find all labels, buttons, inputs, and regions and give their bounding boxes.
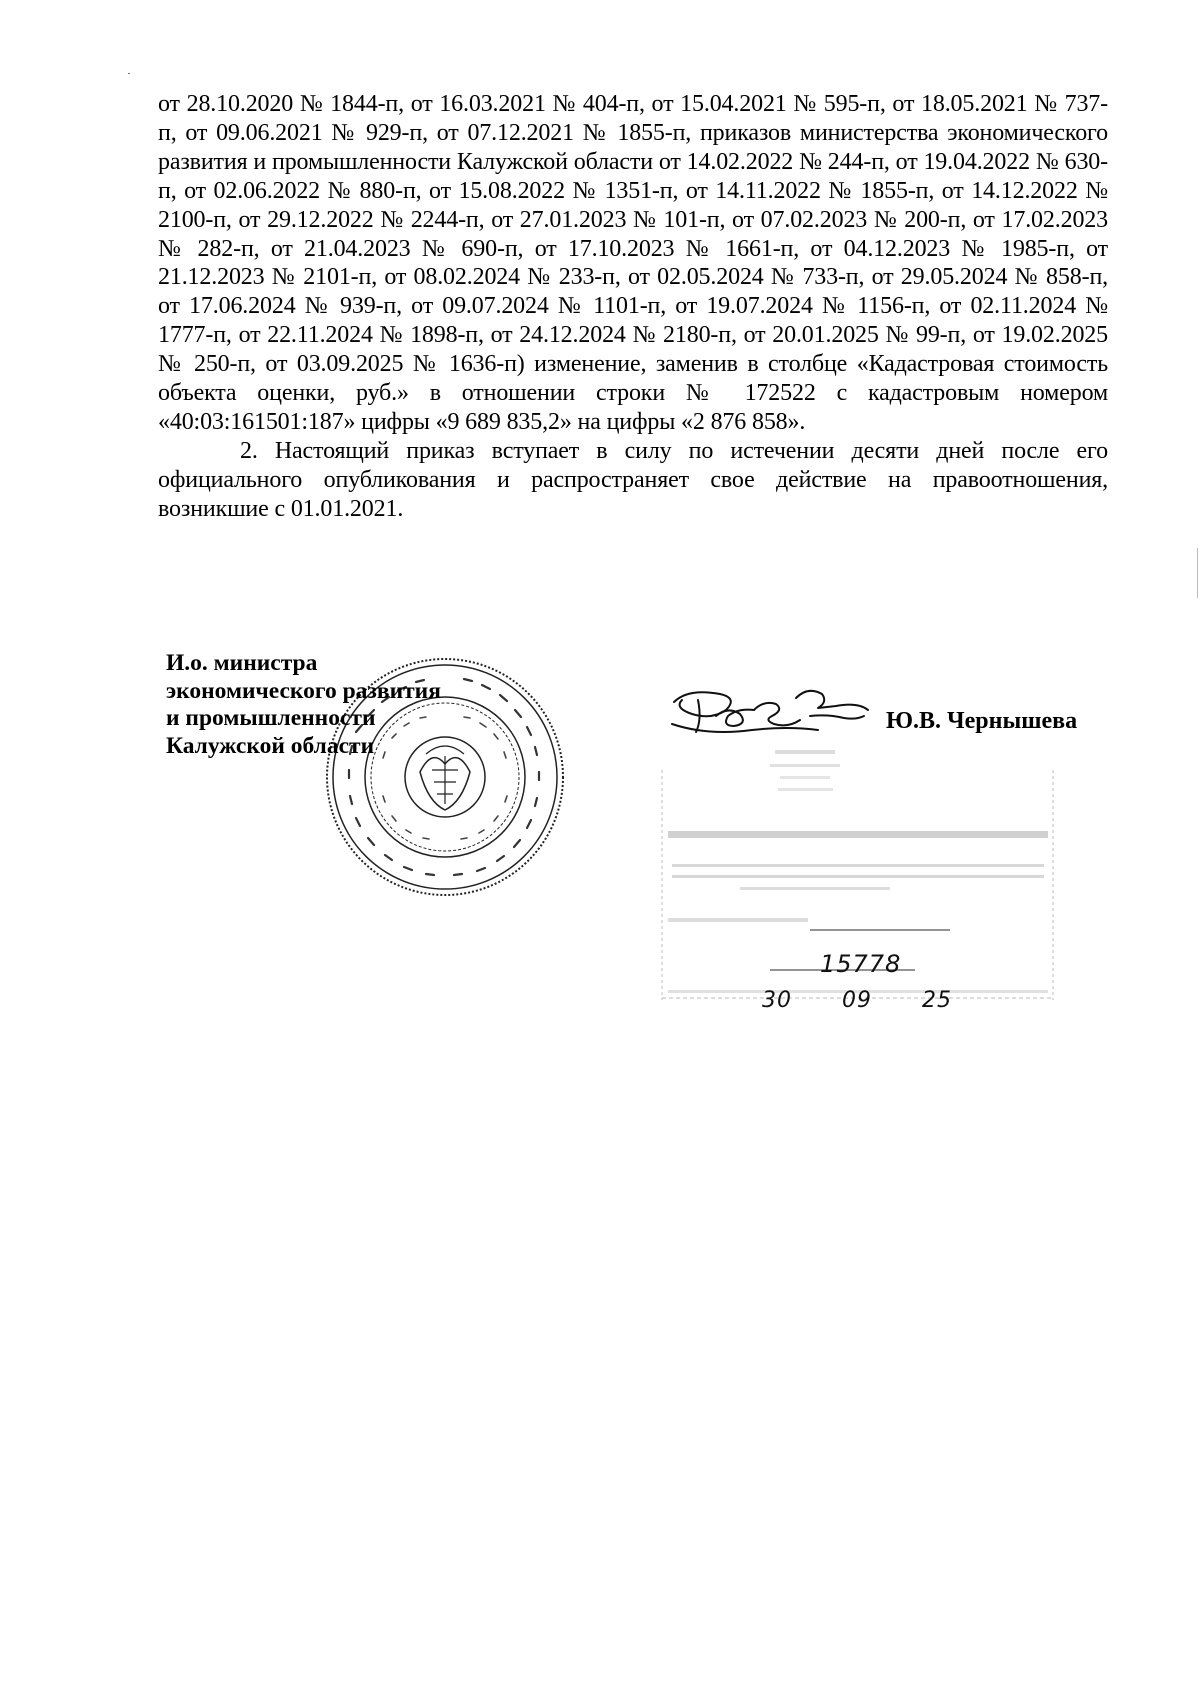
registration-date	[762, 988, 952, 1013]
signer-position-line: экономического развития	[166, 677, 441, 704]
scan-speck	[1197, 548, 1198, 598]
registration-date-month: 09	[842, 988, 872, 1013]
signer-position-line: и промышленности	[166, 705, 376, 731]
scan-speck	[128, 73, 130, 74]
signer-position-line: Калужской области	[166, 732, 375, 759]
registration-date-year: 25	[922, 988, 952, 1013]
registration-number: 15778	[820, 950, 902, 978]
signer-position	[166, 650, 441, 760]
handwritten-signature	[668, 680, 873, 750]
signer-position-line: И.о. министра	[166, 650, 318, 676]
document-body	[158, 90, 1108, 524]
paragraph-amendment: от 28.10.2020 № 1844-п, от 16.03.2021 № 404-п, от 15.04.2021 № 595-п, от 18.05.2021 № 737-п, от 09.06.2021 № 929-п, от 07.12.2021 № 1855-п, приказов министерства экономического развития и промышленности Калужской области от 14.02.2022 № 244-п, от 19.04.2022 № 630-п, от 02.06.2022 № 880-п, от 15.08.2022 № 1351-п, от 14.11.2022 № 1855-п, от 14.12.2022 № 2100-п, от 29.12.2022 № 2244-п, от 27.01.2023 № 101-п, от 07.02.2023 № 200-п, от 17.02.2023 № 282-п, от 21.04.2023 № 690-п, от 17.10.2023 № 1661-п, от 04.12.2023 № 1985-п, от 21.12.2023 № 2101-п, от 08.02.2024 № 233-п, от 02.05.2024 № 733-п, от 29.05.2024 № 858-п, от 17.06.2024 № 939-п, от 09.07.2024 № 1101-п, от 19.07.2024 № 1156-п, от 02.11.2024 № 1777-п, от 22.11.2024 № 1898-п, от 24.12.2024 № 2180-п, от 20.01.2025 № 99-п, от 19.02.2025 № 250-п, от 03.09.2025 № 1636-п) изменение, заменив в столбце «Кадастровая стоимость объекта оценки, руб.» в отношении строки № 172522 с кадастровым номером «40:03:161501:187» цифры «9 689 835,2» на цифры «2 876 858».	[158, 91, 1108, 435]
signer-name: Ю.В. Чернышева	[886, 708, 1078, 734]
registration-date-day: 30	[762, 988, 792, 1013]
paragraph-effective-date: 2. Настоящий приказ вступает в силу по истечении десяти дней после его официального опубликования и распространяет свое действие на правоотношения, возникшие с 01.01.2021.	[158, 437, 1108, 522]
